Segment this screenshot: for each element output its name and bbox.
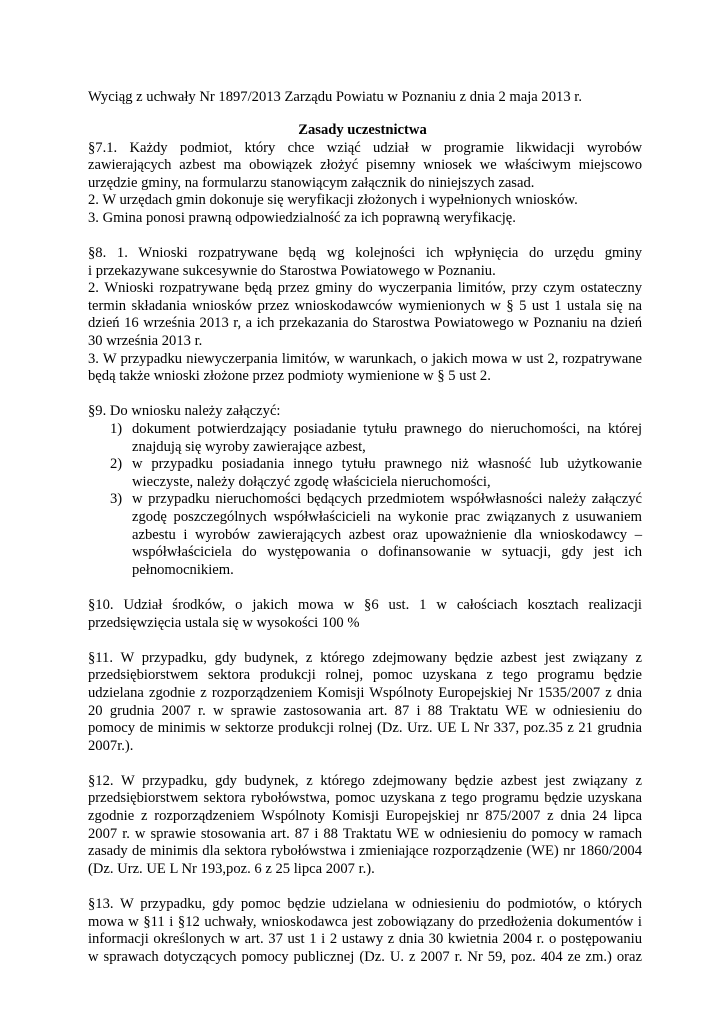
list-item (110, 456, 642, 491)
text-line: (Dz. Urz. UE L Nr 193,poz. 6 z 25 lipca 2007 r.). (88, 860, 375, 877)
text-line: §11. W przypadku, gdy budynek, z którego zdejmowany będzie azbest jest związany z (88, 649, 642, 666)
paragraph-gap (88, 227, 642, 245)
paragraph-gap (88, 632, 642, 650)
list-number: 3) (110, 491, 123, 508)
document-header: Wyciąg z uchwały Nr 1897/2013 Zarządu Powiatu w Poznaniu z dnia 2 maja 2013 r. (88, 89, 582, 105)
text-line: pełnomocnikiem. (132, 561, 234, 578)
text-line: informacji określonych w art. 37 ust 1 i 2 ustawy z dnia 30 kwietnia 2004 r. o postępowaniu (88, 931, 642, 948)
text-line: 3. Gmina ponosi prawną odpowiedzialność za ich poprawną weryfikację. (88, 209, 516, 226)
text-line: 2. Wnioski rozpatrywane będą przez gminy do wyczerpania limitów, przy czym ostateczny (88, 280, 642, 297)
paragraph-s13 (88, 896, 642, 966)
text-line: 3. W przypadku niewyczerpania limitów, w warunkach, o jakich mowa w ust 2, rozpatrywane (88, 350, 642, 367)
section-title: Zasady uczestnictwa (298, 122, 427, 138)
paragraph-s7 (88, 140, 642, 228)
text-line: współwłaściciela do występowania o dofinansowanie w sytuacji, gdy jest ich (132, 544, 642, 561)
text-line: mowa w §11 i §12 uchwały, wnioskodawca jest zobowiązany do przedłożenia dokumentów i (88, 913, 642, 930)
text-line: w przypadku posiadania innego tytułu prawnego niż własność lub użytkowanie (132, 456, 642, 473)
list-number: 1) (110, 421, 123, 437)
paragraph-gap (88, 579, 642, 597)
text-line: w przypadku nieruchomości będących przedmiotem współwłasności należy załączyć (132, 491, 642, 508)
paragraph-s12 (88, 773, 642, 879)
text-line: §10. Udział środków, o jakich mowa w §6 ust. 1 w całościach kosztach realizacji (88, 596, 642, 613)
document-body (88, 140, 642, 967)
text-line: dzień 16 września 2013 r, a ich przekazania do Starostwa Powiatowego w Poznaniu na dzień (88, 315, 642, 332)
text-line: 30 września 2013 r. (88, 333, 203, 350)
text-line: udzielana zgodnie z rozporządzeniem Komisji Wspólnoty Europejskiej Nr 1535/2007 z dnia (88, 684, 642, 701)
list-number: 2) (110, 456, 123, 473)
text-line: w sprawach dotyczących pomocy publicznej (Dz. U. z 2007 r. Nr 59, poz. 404 ze zm.) oraz (88, 948, 642, 965)
text-line: azbestu i wyrobów zawierających azbest oraz upoważnienie dla wnioskodawcy – (132, 526, 642, 543)
paragraph-gap (88, 386, 642, 404)
text-line: termin składania wniosków przez wnioskodawców wymienionych w § 5 ust 1 ustala się na (88, 297, 642, 314)
text-line: przedsiębiorstwem sektora rybołówstwa, pomoc uzyskana z tego programu będzie uzyskana (88, 790, 642, 807)
paragraph-s10 (88, 597, 642, 632)
text-line: §9. Do wniosku należy załączyć: (88, 403, 281, 420)
text-line: §12. W przypadku, gdy budynek, z którego zdejmowany będzie azbest jest związany z (88, 772, 642, 789)
text-line: zgodę poszczególnych współwłaścicieli na wykonie prac związanych z usuwaniem (132, 508, 642, 525)
list-item (110, 421, 642, 456)
text-line: znajdują się wyroby zawierające azbest, (132, 438, 366, 455)
paragraph-s11 (88, 650, 642, 756)
text-line: zgodnie z rozporządzeniem Wspólnoty Komisji Europejskiej nr 875/2007 z dnia 24 lipca (88, 808, 642, 825)
text-line: zawierających azbest ma obowiązek złożyć pisemny wniosek we właściwym miejscowo (88, 157, 642, 174)
text-line: §7.1. Każdy podmiot, który chce wziąć udział w programie likwidacji wyrobów (88, 139, 642, 156)
text-line: §8. 1. Wnioski rozpatrywane będą wg kolejności ich wpłynięcia do urzędu gminy (88, 245, 642, 262)
text-line: pomocy de minimis w sektorze produkcji rolnej (Dz. Urz. UE L Nr 337, poz.35 z 21 grudnia (88, 720, 642, 737)
text-line: §13. W przypadku, gdy pomoc będzie udzielana w odniesieniu do podmiotów, o których (88, 896, 642, 913)
text-line: 2. W urzędach gmin dokonuje się weryfikacji złożonych i wypełnionych wniosków. (88, 192, 578, 209)
text-line: 2007r.). (88, 737, 134, 754)
text-line: dokument potwierdzający posiadanie tytułu prawnego do nieruchomości, na której (132, 421, 642, 437)
text-line: urzędzie gminy, na formularzu stanowiącym załącznik do niniejszych zasad. (88, 174, 535, 191)
paragraph-gap (88, 755, 642, 773)
text-line: przedsiębiorstwem sektora produkcji rolnej, pomoc uzyskana z tego programu będzie (88, 667, 642, 684)
paragraph-s8 (88, 245, 642, 386)
text-line: zasady de minimis dla sektora rybołówstwa i zmieniające rozporządzenie (WE) nr 1860/2004 (88, 843, 642, 860)
text-line: i przekazywane sukcesywnie do Starostwa Powiatowego w Poznaniu. (88, 262, 496, 279)
paragraph-gap (88, 878, 642, 896)
paragraph-s9 (88, 403, 642, 579)
text-line: przedsięwzięcia ustala się w wysokości 100 % (88, 614, 360, 631)
text-line: będą także wnioski złożone przez podmioty wymienione w § 5 ust 2. (88, 368, 491, 385)
attachment-list (110, 421, 642, 579)
text-line: 20 grudnia 2007 r. w sprawie zastosowania art. 87 i 88 Traktatu WE w odniesieniu do (88, 702, 642, 719)
text-line: 2007 r. w sprawie stosowania art. 87 i 88 Traktatu WE w odniesieniu do pomocy w ramach (88, 825, 642, 842)
text-line: wieczyste, należy dołączyć zgodę właściciela nieruchomości, (132, 473, 491, 490)
list-item (110, 491, 642, 579)
